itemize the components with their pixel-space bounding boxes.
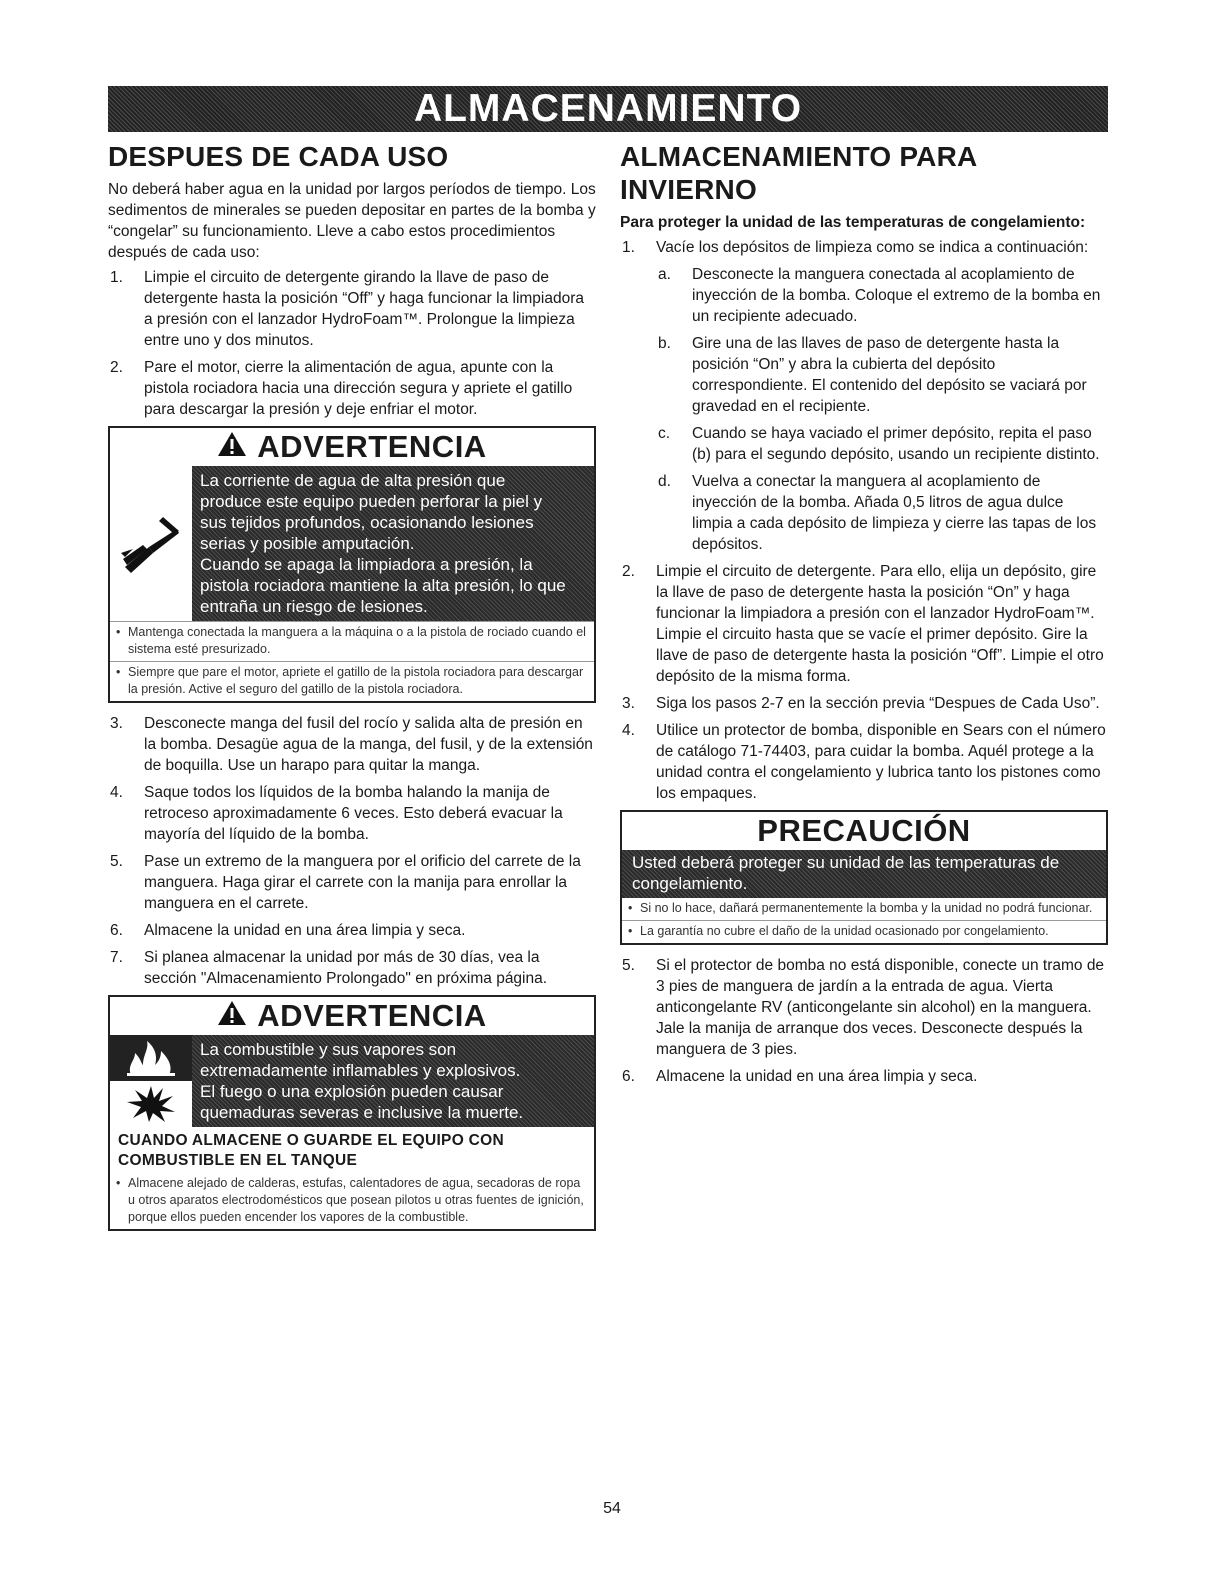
warning-title-text: ADVERTENCIA [257,998,487,1033]
page-number: 54 [603,1500,621,1517]
caution-message-panel [622,850,1106,898]
page-banner: ALMACENAMIENTO [108,86,1108,132]
substep-item [656,264,1108,327]
step-number: 3. [622,695,635,712]
substep-item [656,423,1108,465]
warning-bullets [110,1173,594,1229]
warning-title-text: ADVERTENCIA [257,429,487,464]
step-text: Siga los pasos 2-7 en la sección previa “Despues de Cada Uso”. [656,695,1100,712]
warning-line: El fuego o una explosión pueden causar [200,1082,504,1101]
step-text: Si el protector de bomba no está disponible, conecte un tramo de 3 pies de manguera de jardín a la entrada de agua. Vierta anticongelante RV (anticongelante sin alcohol) en la manguera. Jale la manija de arranque dos veces. Desconecte después la manguera de 3 pies. [656,957,1105,1058]
caution-bullet: • Si no lo hace, dañará permanentemente la bomba y la unidad no podrá funcionar. [622,898,1106,920]
step-number: 2. [110,359,123,376]
step-text: Pare el motor, cierre la alimentación de agua, apunte con la pistola rociadora hacia una dirección segura y apriete el gatillo para descargar la presión y deje enfriar el motor. [144,359,573,418]
step-number: 3. [110,715,123,732]
fire-icon [110,1035,192,1081]
warning-bullet: • Mantenga conectada la manguera a la máquina o a la pistola de rociado cuando el sistema esté presurizado. [110,622,594,661]
step-item [108,357,596,420]
step-number: 5. [622,957,635,974]
warning-triangle-icon [217,1000,247,1026]
caution-line: congelamiento. [632,874,748,893]
warning-line: La combustible y sus vapores son [200,1040,457,1059]
step-item [108,782,596,845]
caution-box [620,810,1108,945]
substep-letter: c. [658,425,671,442]
step-text: Limpie el circuito de detergente girando la llave de paso de detergente hasta la posición “Off” y haga funcionar la limpiadora a presión con el lanzador HydroFoam™. Prolongue la limpieza entre uno y dos minutos. [144,269,585,349]
substep-text: Vuelva a conectar la manguera al acoplamiento de inyección de la bomba. Añada 0,5 litros de agua dulce limpia a cada depósito de limpieza y cierre las tapas de los depósitos. [692,473,1097,553]
warning-line: pistola rociadora mantiene la alta presión, lo que [200,576,566,595]
substep-item [656,333,1108,417]
warning-box-pressure [108,426,596,703]
warning-line: produce este equipo pueden perforar la piel y [200,492,543,511]
injection-hazard-icon [110,466,192,621]
warning-triangle-icon [217,431,247,457]
step-number: 1. [622,239,635,256]
step-text: Vacíe los depósitos de limpieza como se indica a continuación: [656,239,1089,256]
step-text: Si planea almacenar la unidad por más de 30 días, vea la sección "Almacenamiento Prolongado" en próxima página. [144,949,548,987]
step-text: Limpie el circuito de detergente. Para ello, elija un depósito, gire la llave de paso de detergente hasta la posición “On” y haga funcionar la limpiadora a presión con el lanzador HydroFoam™. Limpie el circuito hasta que se vacíe el primer depósito. Gire la llave de paso de detergente hasta la posición “Off”. Limpie el otro depósito de la misma forma. [656,563,1104,685]
step-item [620,1066,1108,1087]
step-text: Desconecte manga del fusil del rocío y salida alta de presión en la bomba. Desagüe agua de la manga, del fusil, y de la extensión de boquilla. Use un harapo para quitar la manga. [144,715,593,774]
heading-line: INVIERNO [620,174,757,205]
step-item [620,237,1108,258]
warning-bullets [110,621,594,701]
step-item [620,720,1108,804]
warning-message-panel [192,1035,594,1127]
substep-text: Gire una de las llaves de paso de detergente hasta la posición “On” y abra la cubierta del depósito correspondiente. El contenido del depósito se vaciará por gravedad en el recipiente. [692,335,1087,415]
substep-text: Cuando se haya vaciado el primer depósito, repita el paso (b) para el segundo depósito, usando un recipiente distinto. [692,425,1100,463]
warning-message-panel [192,466,594,621]
warning-line: quemaduras severas e inclusive la muerte. [200,1103,524,1122]
warning-line: sus tejidos profundos, ocasionando lesiones [200,513,534,532]
substep-item [656,471,1108,555]
warning-line: extremadamente inflamables y explosivos. [200,1061,521,1080]
warning-subheading: CUANDO ALMACENE O GUARDE EL EQUIPO CON COMBUSTIBLE EN EL TANQUE [118,1132,505,1169]
heading-line: ALMACENAMIENTO PARA [620,141,978,172]
caution-title: PRECAUCIÓN [757,813,971,848]
substep-letter: a. [658,266,671,283]
step-item [620,693,1108,714]
step-text: Utilice un protector de bomba, disponible en Sears con el número de catálogo 71-74403, para cuidar la bomba. Aquél protege a la unidad contra el congelamiento y lubrica tanto los pistones como los empaques. [656,722,1106,802]
warning-line: serias y posible amputación. [200,534,415,553]
warning-box-fuel [108,995,596,1231]
substep-text: Desconecte la manguera conectada al acoplamiento de inyección de la bomba. Coloque el extremo de la bomba en un recipiente adecuado. [692,266,1101,325]
step-text: Almacene la unidad en una área limpia y seca. [656,1068,978,1085]
warning-title [110,997,594,1035]
warning-bullet: • Siempre que pare el motor, apriete el gatillo de la pistola rociadora para descargar la presión. Active el seguro del gatillo de la pistola rociadora. [110,661,594,701]
step-number: 2. [622,563,635,580]
step-item [108,713,596,776]
warning-line: La corriente de agua de alta presión que [200,471,506,490]
warning-line: entraña un riesgo de lesiones. [200,597,428,616]
step-number: 7. [110,949,123,966]
step-text: Pase un extremo de la manguera por el orificio del carrete de la manguera. Haga girar el carrete con la manija para enrollar la manguera en el carrete. [144,853,581,912]
caution-bullets [622,898,1106,943]
step-item [108,267,596,351]
step-text: Almacene la unidad en una área limpia y seca. [144,922,466,939]
step-number: 6. [622,1068,635,1085]
step-item [620,955,1108,1060]
left-column [108,140,596,1241]
substep-letter: d. [658,473,671,490]
warning-line: Cuando se apaga la limpiadora a presión, la [200,555,533,574]
step-number: 4. [110,784,123,801]
caution-line: Usted deberá proteger su unidad de las temperaturas de [632,853,1060,872]
step-item [108,920,596,941]
section-heading-after-use: DESPUES DE CADA USO [108,141,449,172]
warning-title [110,428,594,466]
step-item [108,947,596,989]
right-column [620,140,1108,1093]
caution-bullet: • La garantía no cubre el daño de la unidad ocasionado por congelamiento. [622,920,1106,943]
explosion-icon [110,1081,192,1127]
step-item [620,561,1108,687]
step-item [108,851,596,914]
step-text: Saque todos los líquidos de la bomba halando la manija de retroceso aproximadamente 6 veces. Esto deberá evacuar la mayoría del líquido de la bomba. [144,784,563,843]
step-number: 1. [110,269,123,286]
lead-paragraph: Para proteger la unidad de las temperaturas de congelamiento: [620,214,1086,231]
section-heading-winter [620,140,1108,206]
intro-paragraph: No deberá haber agua en la unidad por largos períodos de tiempo. Los sedimentos de minerales se pueden depositar en partes de la bomba y “congelar” su funcionamiento. Lleve a cabo estos procedimientos después de cada uso: [108,181,596,261]
substep-letter: b. [658,335,671,352]
step-number: 6. [110,922,123,939]
step-number: 5. [110,853,123,870]
step-number: 4. [622,722,635,739]
warning-bullet: • Almacene alejado de calderas, estufas, calentadores de agua, secadoras de ropa u otros aparatos electrodomésticos que posean pilotos u otras fuentes de ignición, porque ellos pueden encender los vapores de la combustible. [110,1173,594,1229]
